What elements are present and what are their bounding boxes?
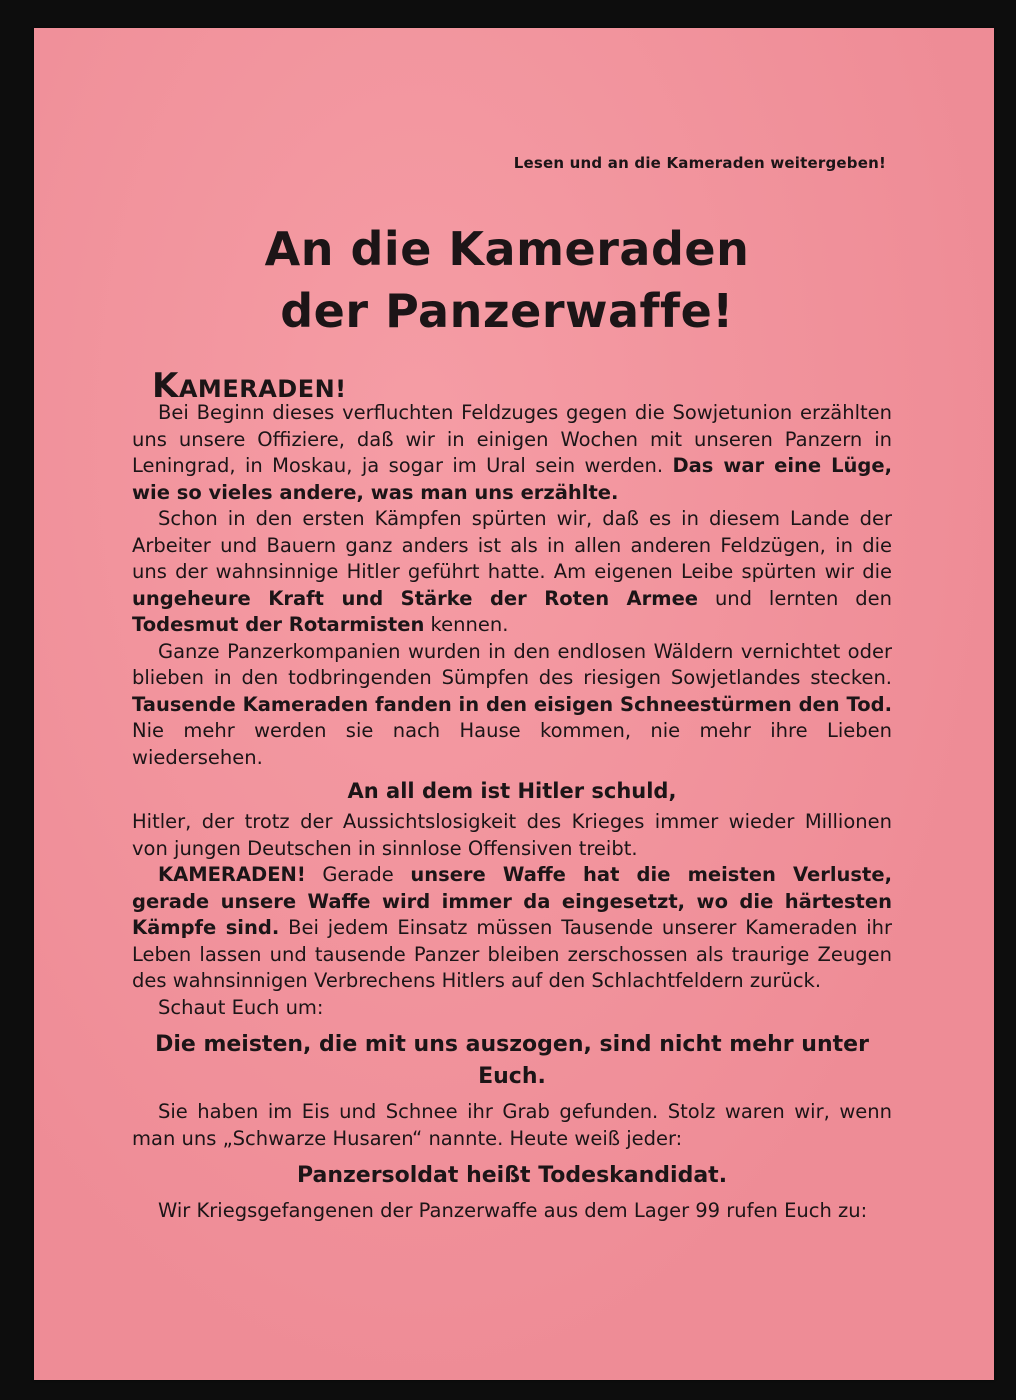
paragraph-2-text-c: kennen. <box>424 613 509 636</box>
paragraph-3-emphasis: Tausende Kameraden fanden in den eisigen Schneestürmen den Tod. <box>132 692 892 716</box>
heading-todeskandidat: Panzersoldat heißt Todeskandidat. <box>296 1163 728 1188</box>
salutation-rest: AMERADEN! <box>178 375 347 403</box>
heading-hitler-schuld: An all dem ist Hitler schuld, <box>347 779 677 803</box>
salutation-initial: K <box>152 366 179 406</box>
tagline: Lesen und an die Kameraden weitergeben! <box>513 154 886 172</box>
paragraph-1-emphasis: Das war eine Lüge, wie so vieles andere, was man uns erzählte. <box>132 454 892 504</box>
paragraph-1-text: Bei Beginn dieses verfluchten Feldzuges gegen die Sowjetunion erzählten uns unsere Offiziere, daß wir in einigen Wochen mit unseren Panzern in Leningrad, in Moskau, ja sogar im Ural sein werden. <box>132 401 892 477</box>
heading-die-meisten: Die meisten, die mit uns auszogen, sind nicht mehr unter Euch. <box>155 1032 869 1089</box>
paragraph-3-text-b: Nie mehr werden sie nach Hause kommen, nie mehr ihre Lieben wiedersehen. <box>132 719 892 769</box>
paragraph-2-emphasis-a: ungeheure Kraft und Stärke der Roten Armee <box>132 586 699 610</box>
title-line-2: der Panzerwaffe! <box>280 284 734 338</box>
paragraph-3-text-a: Ganze Panzerkompanien wurden in den endlosen Wäldern vernichtet oder blieben in den todbringenden Sümpfen des riesigen Sowjetlandes stecken. <box>132 639 892 689</box>
paragraph-5-emphasis: unsere Waffe hat die meisten Verluste, gerade unsere Waffe wird immer da eingesetzt, wo die härtesten Kämpfe sind. <box>132 863 892 939</box>
paragraph-2 <box>132 506 892 639</box>
paragraph-5-text-a: Gerade <box>305 863 411 886</box>
leaflet-page <box>34 28 994 1380</box>
paragraph-2-emphasis-b: Todesmut der Rotarmisten <box>132 613 425 636</box>
paragraph-4: Hitler, der trotz der Aussichtslosigkeit des Krieges immer wieder Millionen von jungen Deutschen in sinnlose Offensiven treibt. <box>132 810 892 860</box>
page-title <box>34 218 980 342</box>
paragraph-5-text-b: Bei jedem Einsatz müssen Tausende unserer Kameraden ihr Leben lassen und tausende Panzer bleiben zerschossen als traurige Zeugen des wahnsinnigen Verbrechens Hitlers auf den Schlachtfeldern zurück. <box>132 916 892 992</box>
paragraph-5-address: KAMERADEN! <box>158 863 306 886</box>
title-line-1: An die Kameraden <box>264 222 750 276</box>
paragraph-7: Sie haben im Eis und Schnee ihr Grab gefunden. Stolz waren wir, wenn man uns „Schwarze Husaren“ nannte. Heute weiß jeder: <box>132 1100 892 1150</box>
paragraph-5 <box>132 862 892 995</box>
body-text <box>132 400 892 1225</box>
paragraph-8: Wir Kriegsgefangenen der Panzerwaffe aus dem Lager 99 rufen Euch zu: <box>158 1199 868 1222</box>
paragraph-6: Schaut Euch um: <box>158 995 324 1019</box>
paragraph-1 <box>132 400 892 506</box>
paragraph-2-text-a: Schon in den ersten Kämpfen spürten wir, daß es in diesem Lande der Arbeiter und Bauern ganz anders ist als in allen anderen Feldzügen, in die uns der wahnsinnige Hitler geführt hatte. Am eigenen Leibe spürten wir die <box>132 507 892 583</box>
paragraph-2-text-b: und lernten den <box>698 586 893 610</box>
paragraph-3 <box>132 639 892 772</box>
